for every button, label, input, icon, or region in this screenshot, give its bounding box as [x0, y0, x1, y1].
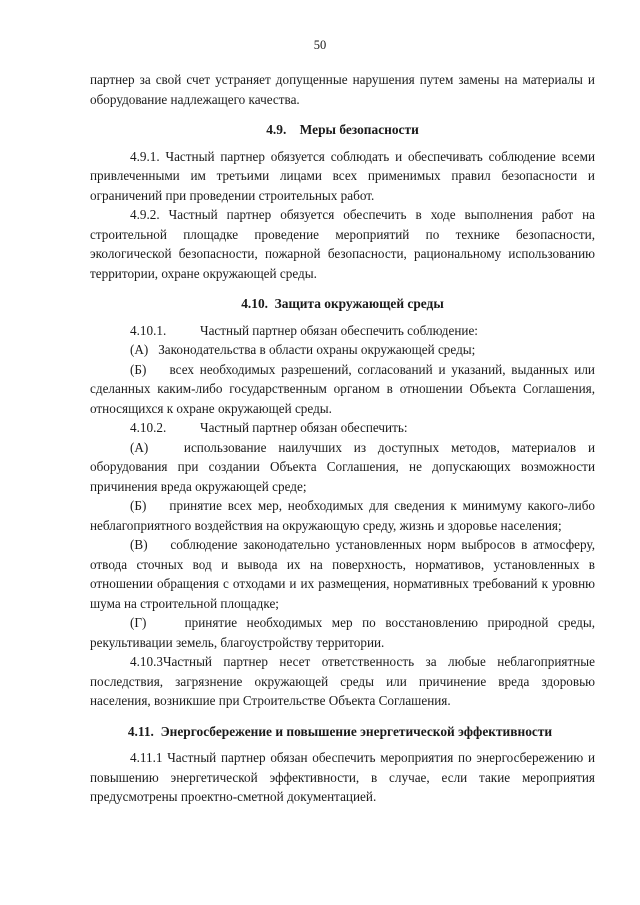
clause-4-10-1-text: Частный партнер обязан обеспечить соблюдение:	[200, 322, 478, 338]
section-4-9-heading: 4.9. Меры безопасности	[266, 122, 419, 137]
intro-paragraph: партнер за свой счет устраняет допущенные нарушения путем замены на материалы и оборудование надлежащего качества.	[90, 72, 595, 107]
section-4-10-heading: 4.10. Защита окружающей среды	[241, 296, 444, 311]
clause-4-10-1	[90, 321, 595, 341]
clause-4-10-1-number: 4.10.1.	[130, 322, 167, 338]
item-4-10-2-g: (Г) принятие необходимых мер по восстановлению природной среды, рекультивации земель, благоустройству территории.	[90, 615, 595, 650]
clause-4-10-3: 4.10.3Частный партнер несет ответственность за любые неблагоприятные последствия, загрязнение окружающей среды или причинение вреда здоровью населения, возникшие при Строительстве Объекта Соглашения.	[90, 654, 595, 708]
item-4-10-1-b: (Б) всех необходимых разрешений, согласований и указаний, выданных или сделанных каким-либо государственным органом в отношении Объекта Соглашения, относящихся к охране окружающей среды.	[90, 361, 595, 416]
clause-4-10-2-text: Частный партнер обязан обеспечить:	[200, 420, 408, 435]
page-content	[90, 70, 595, 807]
clause-4-9-1: 4.9.1. Частный партнер обязуется соблюдать и обеспечивать соблюдение всеми привлеченными им третьими лицами всех применимых правил безопасности и ограничений при проведении строительных работ.	[90, 148, 595, 203]
section-4-11-heading: 4.11. Энергосбережение и повышение энергетической эффективности	[127, 723, 553, 739]
clause-4-9-2: 4.9.2. Частный партнер обязуется обеспечить в ходе выполнения работ на строительной площадке проведение мероприятий по технике безопасности, экологической безопасности, пожарной безопасности, рациональному использованию территории, охране окружающей среды.	[90, 207, 595, 281]
clause-4-10-2	[90, 418, 595, 438]
item-4-10-1-a: (А) Законодательства в области охраны окружающей среды;	[130, 342, 476, 357]
item-4-10-2-v: (В) соблюдение законодательно установленных норм выбросов в атмосферу, отвода сточных вод и вывода их на поверхность, нормативов, установленных в отношении обращения с отходами и их размещения, нормативных требований к уровню шума на строительной площадке;	[90, 537, 595, 611]
item-4-10-2-a: (А) использование наилучших из доступных методов, материалов и оборудования при создании Объекта Соглашения, не допускающих возможности причинения вреда окружающей среде;	[90, 439, 595, 494]
clause-4-11-1: 4.11.1 Частный партнер обязан обеспечить мероприятия по энергосбережению и повышению энергетической эффективности, в случае, если такие мероприятия предусмотрены проектно-сметной документацией.	[90, 750, 595, 804]
clause-4-10-2-number: 4.10.2.	[130, 420, 167, 435]
item-4-10-2-b: (Б) принятие всех мер, необходимых для сведения к минимуму какого-либо неблагоприятного воздействия на окружающую среду, жизнь и здоровье населения;	[90, 498, 595, 533]
page-number: 50	[313, 38, 327, 52]
